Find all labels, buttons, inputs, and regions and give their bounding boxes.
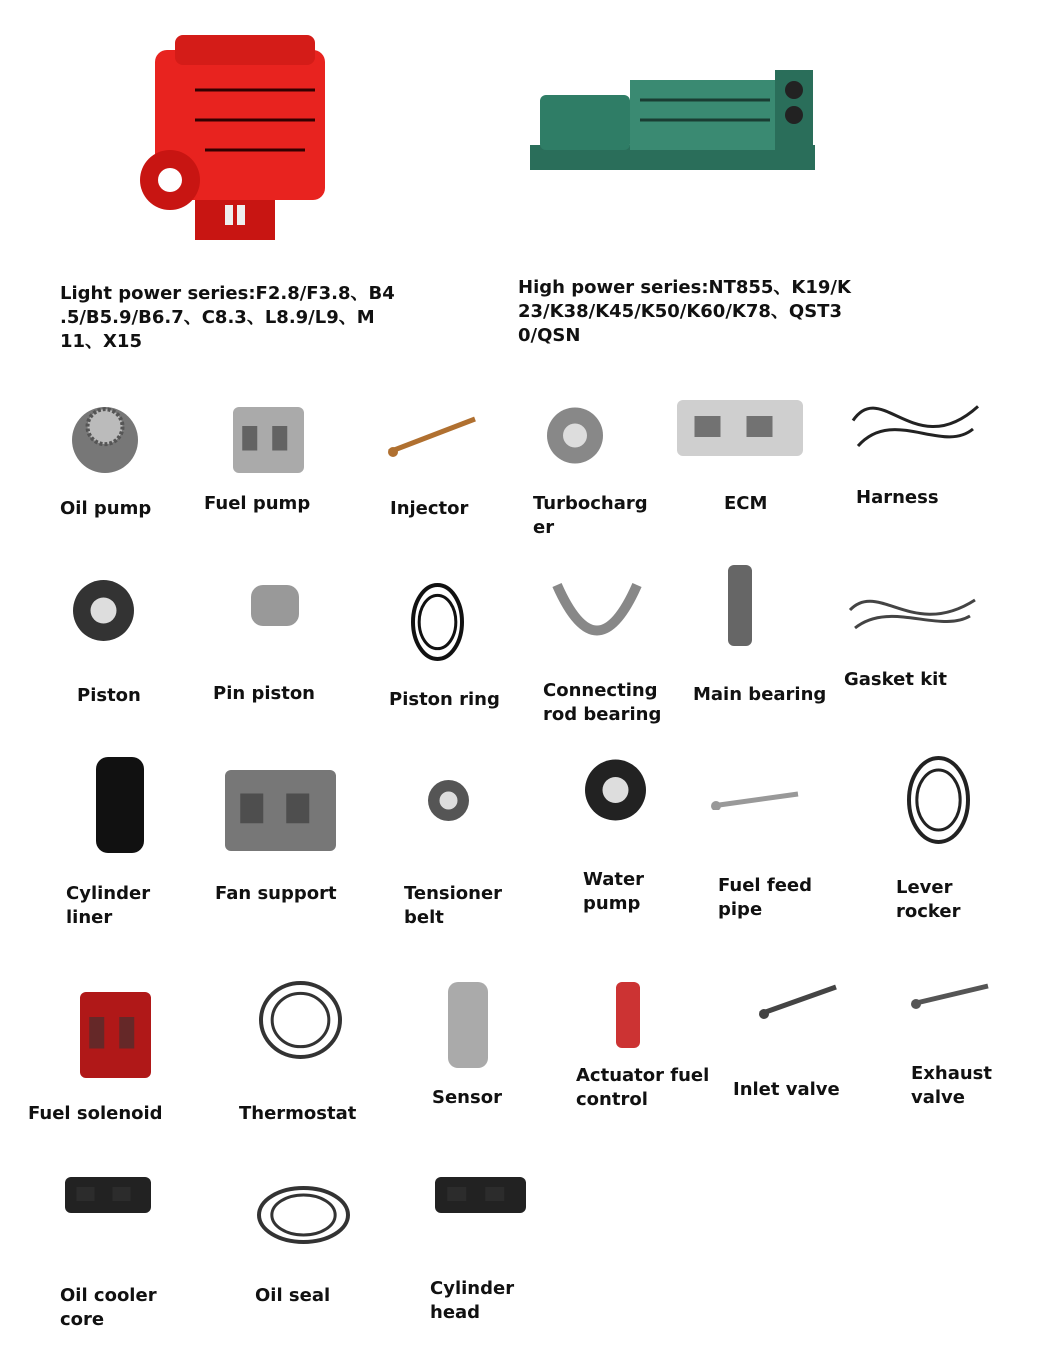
fuel-solenoid-image [78, 990, 153, 1080]
part-label: Piston [77, 685, 141, 706]
green-generator-image [530, 70, 815, 175]
pin-piston-image [245, 583, 305, 628]
sensor-image [443, 980, 493, 1070]
part-label: Sensor [432, 1087, 502, 1108]
part-label: Pin piston [213, 683, 315, 704]
part-label: Gasket kit [844, 669, 947, 690]
connecting-rod-bearing-image [552, 580, 642, 640]
part-label: Turbocharg er [533, 493, 648, 538]
fuel-pump-image [231, 405, 306, 475]
lever-rocker-image [906, 755, 971, 845]
thermostat-image [258, 980, 343, 1060]
part-label: Main bearing [693, 684, 827, 705]
part-label: Harness [856, 487, 939, 508]
part-label: Cylinder head [430, 1278, 515, 1323]
cylinder-liner-image [90, 755, 150, 855]
oil-cooler-core-image [63, 1175, 153, 1215]
water-pump-image [583, 755, 648, 825]
harness-image [848, 378, 983, 463]
part-label: Injector [390, 498, 469, 519]
part-label: Water pump [583, 869, 645, 914]
exhaust-valve-image [910, 980, 990, 1010]
oil-pump-image [70, 400, 140, 480]
gasket-kit-image [845, 580, 980, 640]
actuator-fuel-control-image [613, 980, 643, 1050]
part-label: Thermostat [239, 1103, 357, 1124]
light-power-series-text: Light power series:F2.8/F3.8、B4 .5/B5.9/B6.7、C8.3、L8.9/L9、M 11、X15 [60, 283, 395, 352]
oil-seal-image [256, 1185, 351, 1245]
part-label: ECM [724, 493, 768, 514]
part-label: Fuel feed pipe [718, 875, 812, 920]
part-label: Fan support [215, 883, 337, 904]
part-label: Piston ring [389, 689, 500, 710]
fuel-feed-pipe-image [710, 790, 800, 810]
high-power-series-text: High power series:NT855、K19/K 23/K38/K45/K50/K60/K78、QST3 0/QSN [518, 277, 851, 346]
part-label: Connecting rod bearing [543, 680, 662, 725]
red-engine-image [135, 30, 330, 245]
piston-image [71, 573, 136, 648]
fan-support-image [223, 768, 338, 853]
main-bearing-image [725, 563, 755, 648]
turbocharger-image [545, 398, 605, 473]
ecm-image [675, 398, 805, 458]
injector-image [387, 408, 477, 463]
piston-ring-image [410, 582, 465, 662]
tensioner-belt-image [401, 778, 496, 823]
part-label: Inlet valve [733, 1079, 840, 1100]
inlet-valve-image [758, 978, 838, 1023]
part-label: Oil seal [255, 1285, 331, 1306]
part-label: Fuel solenoid [28, 1103, 163, 1124]
part-label: Cylinder liner [66, 883, 151, 928]
part-label: Fuel pump [204, 493, 311, 514]
part-label: Oil cooler core [60, 1285, 157, 1330]
cylinder-head-image [433, 1175, 528, 1215]
part-label: Tensioner belt [404, 883, 503, 928]
part-label: Oil pump [60, 498, 152, 519]
part-label: Exhaust valve [911, 1063, 992, 1108]
part-label: Lever rocker [896, 877, 961, 922]
part-label: Actuator fuel control [576, 1065, 710, 1110]
